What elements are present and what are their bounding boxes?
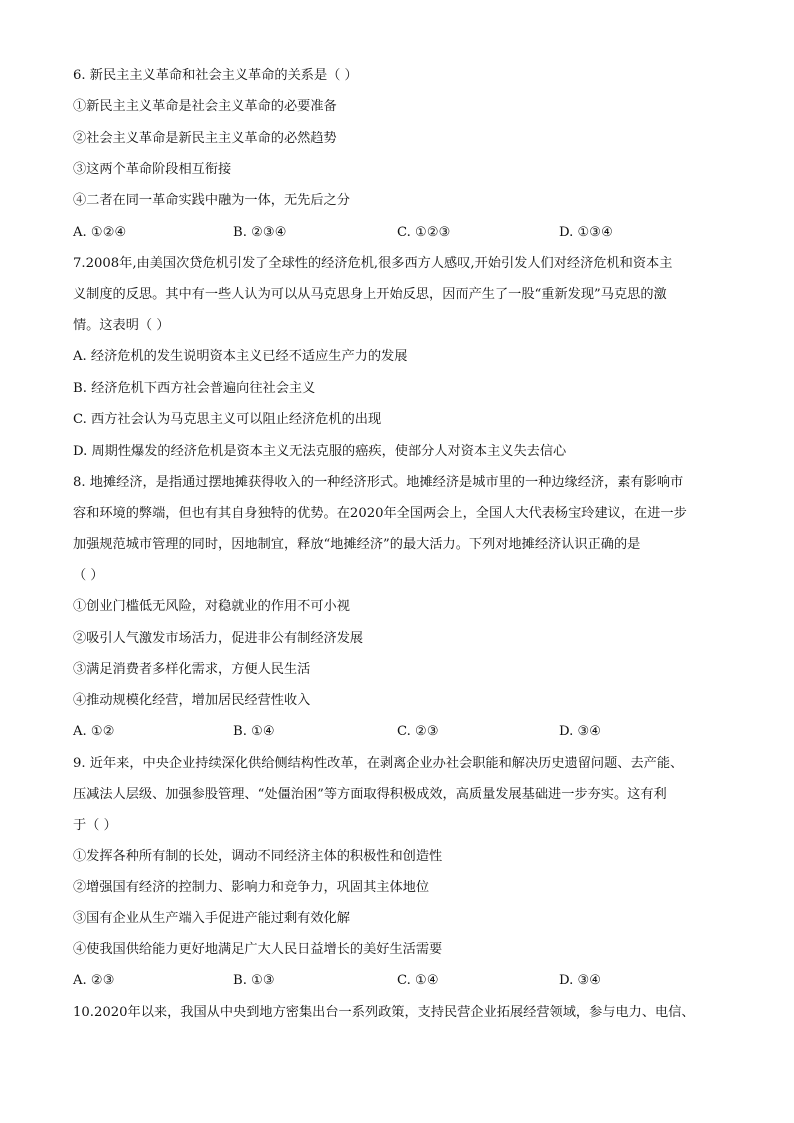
question-6-option-d[interactable]: D. ①③④ — [559, 225, 613, 240]
question-7-stem-line-1: 7.2008年,由美国次贷危机引发了全球性的经济危机,很多西方人感叹,开始引发人们对经济危机和资本主 — [73, 256, 673, 271]
question-10-stem-line-1: 10.2020年以来，我国从中央到地方密集出台一系列政策，支持民营企业拓展经营领域，参与电力、电信、 — [73, 1005, 695, 1020]
question-6-option-a[interactable]: A. ①②④ — [73, 225, 127, 240]
question-8-options — [73, 723, 733, 741]
question-9-item-1: ①发挥各种所有制的长处，调动不同经济主体的积极性和创造性 — [73, 849, 443, 864]
question-9-item-4: ④使我国供给能力更好地满足广大人民日益增长的美好生活需要 — [73, 942, 443, 957]
question-9-item-3: ③国有企业从生产端入手促进产能过剩有效化解 — [73, 911, 350, 926]
question-8-option-b[interactable]: B. ①④ — [233, 724, 275, 739]
question-7-option-d[interactable]: D. 周期性爆发的经济危机是资本主义无法克服的癌疾，使部分人对资本主义失去信心 — [73, 444, 567, 459]
question-6-item-3: ③这两个革命阶段相互衔接 — [73, 162, 232, 177]
question-8-item-3: ③满足消费者多样化需求，方便人民生活 — [73, 662, 311, 677]
question-6-options — [73, 224, 733, 242]
question-9-option-c[interactable]: C. ①④ — [397, 973, 439, 988]
question-9-options — [73, 972, 733, 990]
question-8-item-1: ①创业门槛低无风险，对稳就业的作用不可小视 — [73, 599, 350, 614]
question-6-option-b[interactable]: B. ②③④ — [233, 225, 287, 240]
question-6-item-1: ①新民主主义革命是社会主义革命的必要准备 — [73, 99, 337, 114]
question-6-option-c[interactable]: C. ①②③ — [397, 225, 451, 240]
question-6-item-2: ②社会主义革命是新民主主义革命的必然趋势 — [73, 131, 337, 146]
question-9-option-b[interactable]: B. ①③ — [233, 973, 275, 988]
question-8-option-d[interactable]: D. ③④ — [559, 724, 602, 739]
question-8-item-2: ②吸引人气激发市场活力，促进非公有制经济发展 — [73, 631, 364, 646]
question-9-stem-line-1: 9. 近年来，中央企业持续深化供给侧结构性改革，在剥离企业办社会职能和解决历史遗留问题、去产能、 — [73, 756, 684, 771]
question-8-stem-line-4: （ ） — [73, 568, 104, 583]
question-8-option-c[interactable]: C. ②③ — [397, 724, 439, 739]
question-9-stem-line-2: 压减法人层级、加强参股管理、“处僵治困”等方面取得积极成效，高质量发展基础进一步夯实。这有利 — [73, 787, 667, 802]
question-7-option-c[interactable]: C. 西方社会认为马克思主义可以阻止经济危机的出现 — [73, 412, 382, 427]
question-9-option-a[interactable]: A. ②③ — [73, 973, 115, 988]
question-9-stem-line-3: 于（ ） — [73, 818, 117, 833]
question-6-stem: 6. 新民主主义革命和社会主义革命的关系是（ ） — [73, 68, 358, 83]
question-8-option-a[interactable]: A. ①② — [73, 724, 115, 739]
question-9-option-d[interactable]: D. ③④ — [559, 973, 602, 988]
question-7-option-b[interactable]: B. 经济危机下西方社会普遍向往社会主义 — [73, 381, 316, 396]
question-6-item-4: ④二者在同一革命实践中融为一体，无先后之分 — [73, 193, 350, 208]
question-8-stem-line-3: 加强规范城市管理的同时，因地制宜，释放“地摊经济”的最大活力。下列对地摊经济认识正确的是 — [73, 537, 641, 552]
question-8-stem-line-1: 8. 地摊经济，是指通过摆地摊获得收入的一种经济形式。地摊经济是城市里的一种边缘经济，素有影响市 — [73, 475, 684, 490]
question-7-option-a[interactable]: A. 经济危机的发生说明资本主义已经不适应生产力的发展 — [73, 349, 408, 364]
question-7-stem-line-2: 义制度的反思。其中有一些人认为可以从马克思身上开始反思，因而产生了一股“重新发现”马克思的激 — [73, 287, 667, 302]
question-7-stem-line-3: 情。这表明（ ） — [73, 318, 170, 333]
question-9-item-2: ②增强国有经济的控制力、影响力和竞争力，巩固其主体地位 — [73, 880, 430, 895]
question-8-item-4: ④推动规模化经营，增加居民经营性收入 — [73, 693, 311, 708]
question-8-stem-line-2: 容和环境的弊端，但也有其自身独特的优势。在2020年全国两会上，全国人大代表杨宝玲建议，在进一步 — [73, 506, 687, 521]
